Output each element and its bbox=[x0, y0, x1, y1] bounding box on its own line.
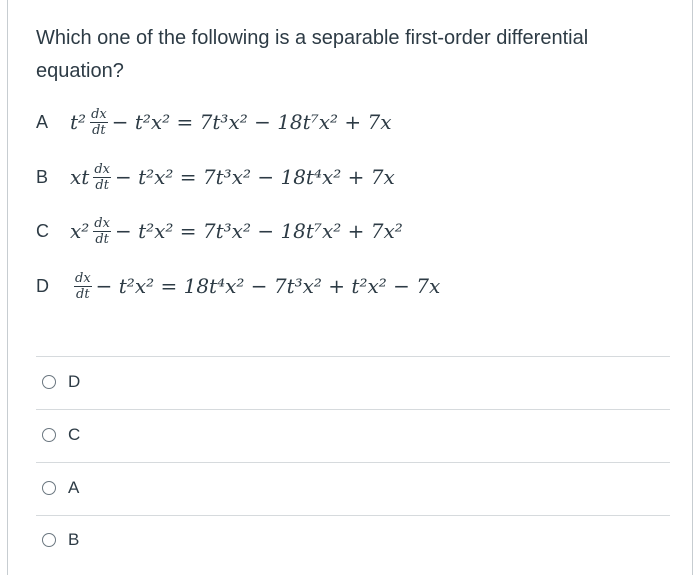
equation-prefix: x² bbox=[70, 219, 90, 243]
divider bbox=[36, 515, 670, 516]
choice-letter: D bbox=[36, 275, 49, 296]
derivative-fraction: $\frac{dx}{dt}$ bbox=[91, 106, 107, 138]
radio-button[interactable] bbox=[42, 533, 56, 547]
choice-letter: B bbox=[36, 166, 49, 187]
question-text: Which one of the following is a separable first-order differential equation? bbox=[36, 27, 589, 82]
radio-button[interactable] bbox=[42, 375, 56, 389]
choice-equation bbox=[70, 108, 391, 137]
answer-option-d[interactable] bbox=[42, 367, 80, 397]
answer-label[interactable]: D bbox=[68, 372, 81, 391]
divider bbox=[36, 462, 670, 463]
equation-prefix: xt bbox=[70, 165, 90, 189]
equation-prefix: t² bbox=[70, 110, 87, 134]
derivative-fraction: $\frac{dx}{dt}$ bbox=[94, 161, 110, 193]
divider bbox=[36, 356, 670, 357]
answer-label[interactable]: A bbox=[68, 478, 80, 497]
divider bbox=[36, 409, 670, 410]
answer-option-c[interactable] bbox=[42, 420, 80, 450]
answer-option-a[interactable] bbox=[42, 473, 79, 503]
choice-c bbox=[36, 211, 403, 251]
derivative-fraction: $\frac{dx}{dt}$ bbox=[75, 270, 91, 302]
equation-rest: − t²x² = 7t³x² − 18t⁴x² + 7x bbox=[114, 165, 395, 189]
choice-letter: A bbox=[36, 111, 49, 132]
radio-button[interactable] bbox=[42, 428, 56, 442]
answer-label[interactable]: B bbox=[68, 530, 80, 549]
radio-button[interactable] bbox=[42, 481, 56, 495]
choice-equation bbox=[70, 163, 395, 192]
choice-equation bbox=[70, 217, 403, 246]
equation-rest: − t²x² = 18t⁴x² − 7t³x² + t²x² − 7x bbox=[95, 274, 441, 298]
equation-rest: − t²x² = 7t³x² − 18t⁷x² + 7x bbox=[111, 110, 392, 134]
choice-equation bbox=[70, 272, 440, 301]
answer-option-b[interactable] bbox=[42, 525, 79, 555]
choice-d bbox=[36, 266, 440, 306]
choice-letter: C bbox=[36, 220, 49, 241]
equation-rest: − t²x² = 7t³x² − 18t⁷x² + 7x² bbox=[114, 219, 403, 243]
choice-b bbox=[36, 157, 395, 197]
derivative-fraction: $\frac{dx}{dt}$ bbox=[94, 215, 110, 247]
answer-label[interactable]: C bbox=[68, 425, 81, 444]
choice-a bbox=[36, 102, 391, 142]
